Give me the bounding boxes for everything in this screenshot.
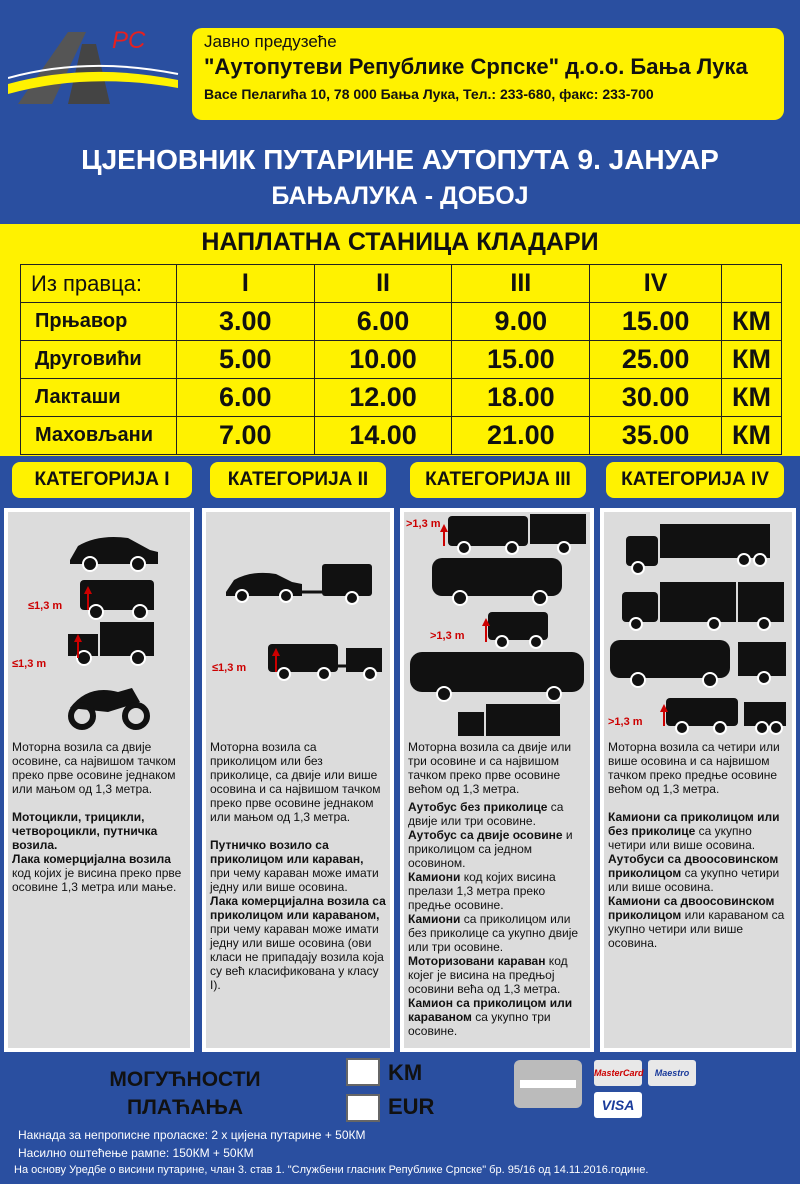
table-row [21, 417, 782, 455]
category-4-panel [600, 508, 796, 1052]
currency-eur: EUR [388, 1094, 435, 1119]
category-1-vehicles [8, 512, 190, 740]
description-text: и приколицом са једном осовином. [408, 828, 573, 870]
price-cat-3: 21.00 [452, 417, 590, 455]
price-cat-3: 18.00 [452, 379, 590, 417]
org-type: Јавно предузеће [204, 32, 337, 51]
table-header-row [21, 265, 782, 303]
category-1-label: КАТЕГОРИЈА I [12, 462, 192, 498]
price-cat-1: 6.00 [176, 379, 314, 417]
category-4-label: КАТЕГОРИЈА IV [606, 462, 784, 498]
height-mark: >1,3 m [430, 630, 465, 642]
description-text: при чему караван може имати једну или више осовина. [210, 866, 379, 894]
description-text: са укупно три осовине. [408, 1010, 551, 1038]
header-direction: Из правца: [21, 265, 177, 303]
description-bold: Путничко возило са приколицом или караван, [210, 838, 364, 866]
height-mark: ≤1,3 m [28, 600, 63, 612]
org-address: Васе Пелагића 10, 78 000 Бања Лука, Тел.: 233-680, факс: 233-700 [204, 86, 654, 102]
category-3-label: КАТЕГОРИЈА III [410, 462, 586, 498]
description-bold: Камион са приколицом или караваном [408, 996, 573, 1024]
height-mark: >1,3 m [406, 518, 441, 530]
row-unit: КМ [722, 417, 782, 455]
category-4-description [604, 740, 792, 950]
table-row [21, 379, 782, 417]
description-bold: Аутобуси са двоосовинском приколицом [608, 852, 779, 880]
price-cat-2: 14.00 [314, 417, 452, 455]
height-mark: ≤1,3 m [212, 662, 247, 674]
note-violation: Накнада за непрописне проласке: 2 х цијена путарине + 50КМ [18, 1128, 366, 1142]
note-barrier-damage: Насилно оштећење рампе: 150КМ + 50КМ [18, 1146, 254, 1160]
description-bold: Камиони [408, 912, 461, 926]
description-bold: Камиони са приколицом или без приколице [608, 810, 780, 838]
note-legal-basis: На основу Уредбе о висини путарине, члан 3. став 1. "Службени гласник Републике Српске" бр. 95/16 од 14.11.2016.године. [14, 1164, 649, 1176]
row-city: Прњавор [21, 303, 177, 341]
price-cat-2: 12.00 [314, 379, 452, 417]
category-4-vehicles [604, 512, 792, 740]
price-cat-4: 35.00 [590, 417, 722, 455]
payment-title [60, 1066, 310, 1122]
category-1-panel [4, 508, 194, 1052]
description-bold: Лака комерцијална возила са приколицом или караваном, [210, 894, 386, 922]
description-text: са приколицом или без приколице са укупно двије или три осовине. [408, 912, 579, 954]
description-bold: Аутобус са двије осовине [408, 828, 563, 842]
category-3-panel [400, 508, 594, 1052]
description-text: Моторна возила са двије осовине, са највишом тачком преко прве осовине једнаком или мањом од 1,3 метра. [12, 740, 176, 796]
category-2-label: КАТЕГОРИЈА II [210, 462, 386, 498]
row-city: Друговићи [21, 341, 177, 379]
page-subtitle: БАЊАЛУКА - ДОБОЈ [271, 182, 529, 210]
header-cat-4: IV [590, 265, 722, 303]
price-cat-1: 5.00 [176, 341, 314, 379]
price-cat-4: 30.00 [590, 379, 722, 417]
price-cat-1: 7.00 [176, 417, 314, 455]
vehicle-icons [604, 512, 792, 740]
description-bold: Мотоцикли, трицикли, четвороцикли, путничка возила. [12, 810, 158, 852]
category-3-description [404, 740, 590, 1038]
row-unit: КМ [722, 303, 782, 341]
description-bold: Моторизовани караван [408, 954, 546, 968]
vehicle-icons [404, 512, 590, 740]
description-text: код којег је висина на предњој осовини већа од 1,3 метра. [408, 954, 568, 996]
price-cat-4: 25.00 [590, 341, 722, 379]
row-unit: КМ [722, 379, 782, 417]
description-text: код којих је висина преко прве осовине 1,3 метра или мање. [12, 866, 182, 894]
description-text: Моторна возила са приколицом или без приколице, са двије или више осовина и са највишом тачком преко прве осовине једнаком или мањом од 1,3 метра. [210, 740, 381, 824]
cash-km-icon [346, 1058, 380, 1086]
table-row [21, 303, 782, 341]
header-unit [722, 265, 782, 303]
org-name: "Аутопутеви Републике Српске" д.о.о. Бања Лука [204, 54, 748, 79]
category-2-description [206, 740, 390, 992]
payment-title-line1: МОГУЋНОСТИ [109, 1068, 261, 1091]
category-3-vehicles [404, 512, 590, 740]
price-table [20, 264, 782, 455]
description-text: са двије или три осовине. [408, 800, 564, 828]
toll-price-panel [0, 224, 800, 456]
category-1-description [8, 740, 190, 894]
price-cat-1: 3.00 [176, 303, 314, 341]
description-text: Моторна возила са двије или три осовине и са највишом тачком преко прве осовине већом од 1,3 метра. [408, 740, 572, 796]
description-text: Моторна возила са четири или више осовина и са највишом тачком преко предње осовине већом од 1,3 метра. [608, 740, 780, 796]
description-text: при чему караван може имати једну или више осовина (ови класи не припадају возила која су већ класификована у класу I). [210, 922, 384, 992]
price-cat-4: 15.00 [590, 303, 722, 341]
mastercard-logo: MasterCard [594, 1060, 642, 1086]
row-city: Маховљани [21, 417, 177, 455]
description-text: са укупно четири или више осовина. [608, 866, 780, 894]
description-bold: Лака комерцијална возила [12, 852, 171, 866]
table-row [21, 341, 782, 379]
station-name: НАПЛАТНА СТАНИЦА КЛАДАРИ [201, 228, 599, 256]
category-2-panel [202, 508, 394, 1052]
header-cat-2: II [314, 265, 452, 303]
description-text: или караваном са укупно четири или више осовина. [608, 908, 785, 950]
organization-box [192, 28, 784, 120]
description-text: код којих висина прелази 1,3 метра преко предње осовине. [408, 870, 556, 912]
row-unit: КМ [722, 341, 782, 379]
category-2-vehicles [206, 512, 390, 740]
description-bold: Аутобус без приколице [408, 800, 548, 814]
page-title: ЦЈЕНОВНИК ПУТАРИНЕ АУТОПУТА 9. ЈАНУАР [81, 144, 719, 175]
bank-card-icon [514, 1060, 582, 1108]
price-cat-3: 9.00 [452, 303, 590, 341]
visa-logo: VISA [594, 1092, 642, 1118]
price-cat-2: 6.00 [314, 303, 452, 341]
cash-eur-icon [346, 1094, 380, 1122]
header-cat-1: I [176, 265, 314, 303]
height-mark: >1,3 m [608, 716, 643, 728]
company-logo [8, 22, 183, 110]
currency-km: KM [388, 1060, 423, 1085]
maestro-logo: Maestro [648, 1060, 696, 1086]
description-bold: Камиони са двоосовинском приколицом [608, 894, 775, 922]
height-mark: ≤1,3 m [12, 658, 47, 670]
payment-title-line2: ПЛАЋАЊА [126, 1096, 243, 1119]
row-city: Лакташи [21, 379, 177, 417]
price-cat-3: 15.00 [452, 341, 590, 379]
description-text: са укупно четири или више осовина. [608, 824, 756, 852]
logo-text: PC [112, 27, 146, 54]
price-cat-2: 10.00 [314, 341, 452, 379]
vehicle-icons [8, 512, 190, 740]
header-cat-3: III [452, 265, 590, 303]
vehicle-icons [206, 512, 390, 740]
description-bold: Камиони [408, 870, 461, 884]
